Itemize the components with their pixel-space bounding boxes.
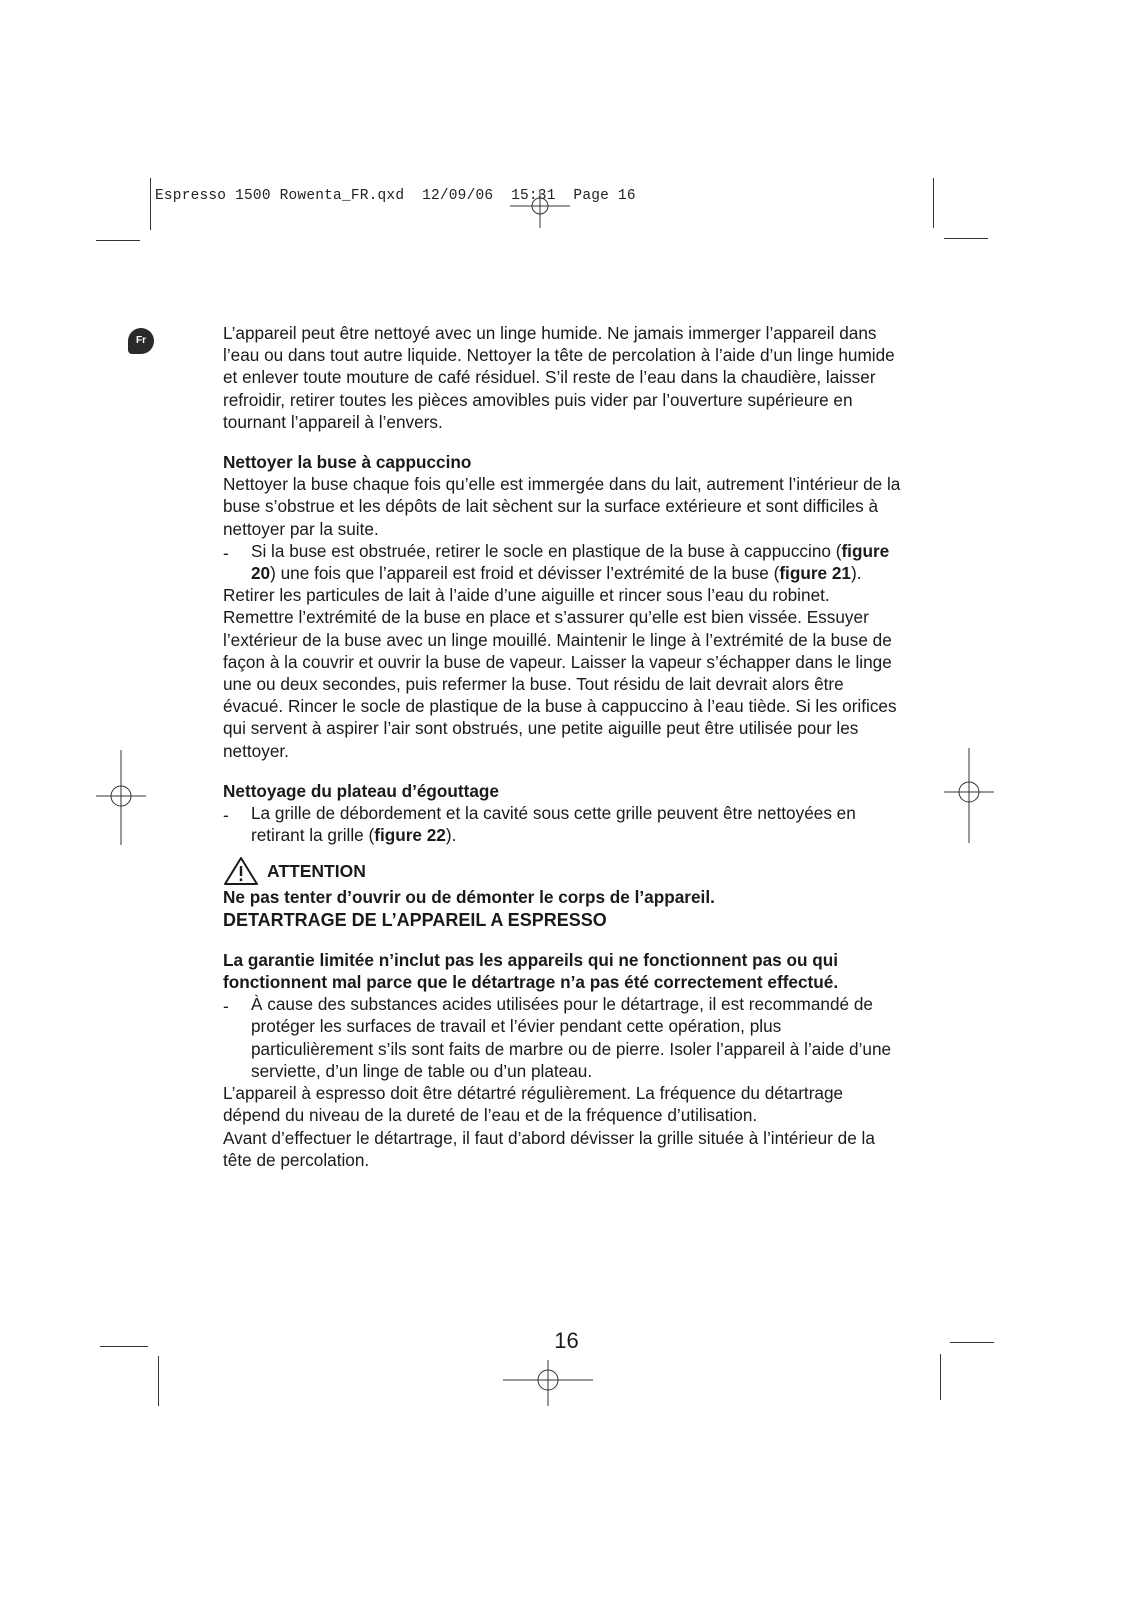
tray-bullet xyxy=(223,802,903,846)
warranty-notice: La garantie limitée n’inclut pas les appareils qui ne fonctionnent pas ou qui fonctionnent mal parce que le détartrage n’a pas été correctement effectué. xyxy=(223,949,839,993)
bullet-text: La grille de débordement et la cavité sous cette grille peuvent être nettoyées en retirant la grille ( xyxy=(251,803,856,846)
crop-mark-tl-vertical xyxy=(150,178,151,230)
descaling-bullet xyxy=(223,993,903,1082)
cappuccino-bullet xyxy=(223,540,903,584)
figure-ref-21: figure 21 xyxy=(779,563,851,584)
bullet-text: Si la buse est obstruée, retirer le socle en plastique de la buse à cappuccino ( xyxy=(251,540,842,561)
slug-time: 15:31 xyxy=(511,188,556,204)
cappuccino-paragraph-2: Retirer les particules de lait à l’aide d’une aiguille et rincer sous l’eau du robinet. Remettre l’extrémité de la buse en place et s’assurer qu’elle est bien vissée. Essuyer l’extérieur de la buse avec un linge mouillé. Maintenir le linge à l’extrémité de la buse de façon à la couvrir et ouvrir la buse de vapeur. Laisser la vapeur s’échapper dans le linge une ou deux secondes, puis refermer la buse. Tout résidu de lait devrait alors être évacué. Rincer le socle de plastique de la buse à cappuccino à l’eau tiède. Si les orifices qui servent à aspirer l’air sont obstrués, une petite aiguille peut être utilisée pour les nettoyer. xyxy=(223,585,897,761)
crop-mark-tr-horizontal xyxy=(944,238,988,239)
slug-filename: Espresso 1500 Rowenta_FR.qxd xyxy=(155,188,405,204)
bullet-dash: - xyxy=(223,996,229,1017)
tray-heading: Nettoyage du plateau d’égouttage xyxy=(223,780,499,801)
bullet-text: ). xyxy=(850,563,862,584)
figure-ref-20: figure 20 xyxy=(251,540,890,584)
language-badge: Fr xyxy=(128,328,154,354)
descaling-paragraph-2: Avant d’effectuer le détartrage, il faut d’abord dévisser la grille située à l’intérieur de la tête de percolation. xyxy=(223,1127,875,1170)
figure-ref-22: figure 22 xyxy=(374,825,446,846)
descaling-paragraph-1: L’appareil à espresso doit être détartré régulièrement. La fréquence du détartrage dépend du niveau de la dureté de l’eau et de la fréquence d’utilisation. xyxy=(223,1083,844,1126)
slug-page: Page 16 xyxy=(573,188,636,204)
attention-label: ATTENTION xyxy=(267,861,366,882)
registration-mark-top xyxy=(500,192,580,232)
warning-triangle-icon xyxy=(223,856,259,886)
bullet-text: À cause des substances acides utilisées pour le détartrage, il est recommandé de protéger les surfaces de travail et l’évier pendant cette opération, plus particulièrement s’ils sont faits de marbre ou de pierre. Isoler l’appareil à l’aide d’une serviette, d’un linge de table ou d’un plateau. xyxy=(251,994,892,1081)
cappuccino-heading: Nettoyer la buse à cappuccino xyxy=(223,452,472,473)
page-number: 16 xyxy=(554,1328,579,1353)
cappuccino-paragraph-1: Nettoyer la buse chaque fois qu’elle est immergée dans du lait, autrement l’intérieur de la buse s’obstrue et les dépôts de lait sèchent sur la surface extérieure et sont difficiles à nettoyer par la suite. xyxy=(223,474,901,539)
registration-mark-right xyxy=(944,748,994,843)
crop-mark-tr-vertical xyxy=(933,178,934,228)
bullet-text: ) une fois que l’appareil est froid et dévisser l’extrémité de la buse ( xyxy=(270,563,780,584)
attention-block xyxy=(223,856,903,886)
bullet-text: ). xyxy=(445,825,457,846)
page-content xyxy=(223,322,903,1171)
registration-mark-bottom xyxy=(503,1360,593,1410)
descaling-heading: DETARTRAGE DE L’APPAREIL A ESPRESSO xyxy=(223,909,607,930)
bullet-dash: - xyxy=(223,542,229,563)
intro-paragraph: L’appareil peut être nettoyé avec un linge humide. Ne jamais immerger l’appareil dans l’eau ou dans tout autre liquide. Nettoyer la tête de percolation à l’aide d’un linge humide et enlever toute mouture de café résiduel. S’il reste de l’eau dans la chaudière, laisser refroidir, retirer toutes les pièces amovibles puis vider par l’ouverture supérieure en tournant l’appareil à l’envers. xyxy=(223,323,895,432)
crop-mark-bl-vertical xyxy=(158,1356,159,1406)
attention-text: Ne pas tenter d’ouvrir ou de démonter le corps de l’appareil. xyxy=(223,887,715,908)
slug-date: 12/09/06 xyxy=(422,188,494,204)
crop-mark-tl-horizontal xyxy=(96,240,140,241)
registration-mark-left xyxy=(96,750,146,845)
bullet-dash: - xyxy=(223,805,229,826)
crop-mark-br-vertical xyxy=(940,1354,941,1400)
